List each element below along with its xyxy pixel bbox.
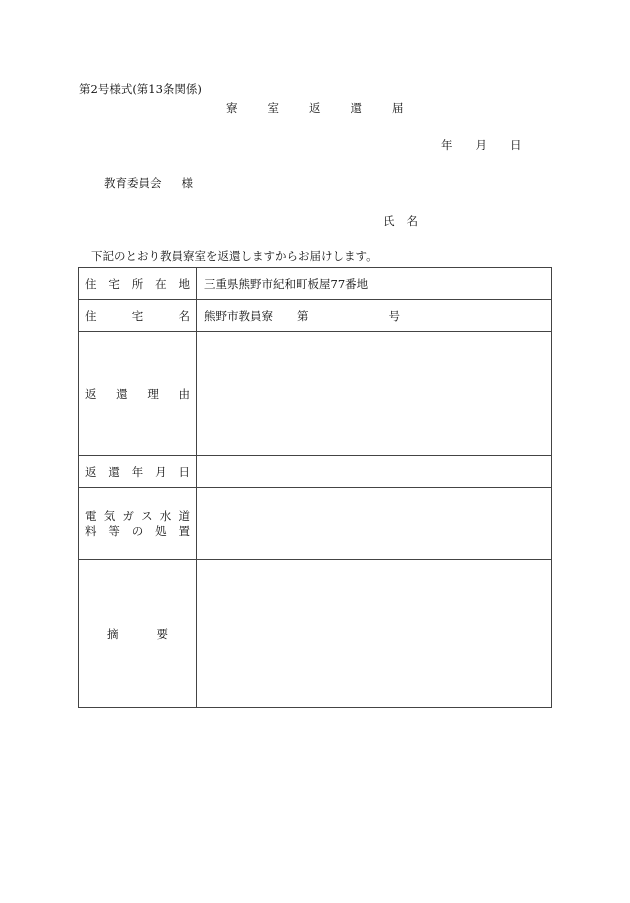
label-char: 水 <box>159 508 172 523</box>
address-value-cell[interactable] <box>197 268 552 300</box>
title-char: 返 <box>309 101 321 115</box>
dorm-go: 号 <box>388 308 400 323</box>
housing-value-cell[interactable] <box>197 300 552 332</box>
title-char: 寮 <box>226 101 238 115</box>
label-char: 返 <box>85 464 97 479</box>
label-char: 宅 <box>108 276 120 291</box>
label-char: 日 <box>178 464 190 479</box>
form-number: 第2号様式(第13条関係) <box>79 82 202 96</box>
label-char: ス <box>141 508 153 523</box>
label-char: 還 <box>116 386 128 401</box>
label-char: 名 <box>178 308 190 323</box>
label-char: 月 <box>155 464 167 479</box>
label-char: 氏 <box>383 214 395 228</box>
address-label-cell <box>79 268 197 300</box>
document-title <box>226 100 434 116</box>
addressee-name: 教育委員会 <box>104 176 162 190</box>
housing-value <box>197 308 551 324</box>
return-date-label-cell <box>79 456 197 488</box>
address-value: 三重県熊野市紀和町板屋77番地 <box>204 276 369 291</box>
label-char: 理 <box>147 386 159 401</box>
label-char: 由 <box>178 386 190 401</box>
housing-label-cell <box>79 300 197 332</box>
label-char: 等 <box>108 523 120 538</box>
label-char: 摘 <box>107 626 119 641</box>
year-label: 年 <box>441 138 453 152</box>
remarks-value-cell[interactable] <box>197 560 552 708</box>
utilities-value-cell[interactable] <box>197 488 552 560</box>
label-char: 宅 <box>131 308 144 323</box>
label-char: 住 <box>85 276 97 291</box>
remarks-row <box>79 560 552 708</box>
return-form-table <box>78 267 552 708</box>
dorm-dai: 第 <box>297 308 309 323</box>
remarks-label-cell <box>79 560 197 708</box>
label-char: ガ <box>122 508 134 523</box>
label-char: 地 <box>178 276 190 291</box>
dorm-name: 熊野市教員寮 <box>204 308 273 323</box>
title-char: 届 <box>392 101 404 115</box>
address-row <box>79 268 552 300</box>
addressee-honorific: 様 <box>181 176 193 190</box>
month-label: 月 <box>475 138 487 152</box>
label-char: 年 <box>131 464 144 479</box>
return-date-value-cell[interactable] <box>197 456 552 488</box>
addressee <box>104 175 193 191</box>
title-char: 還 <box>350 101 362 115</box>
reason-label-cell <box>79 332 197 456</box>
label-char: の <box>131 523 144 538</box>
label-char: 要 <box>156 626 168 641</box>
return-date-row <box>79 456 552 488</box>
label-char: 在 <box>155 276 167 291</box>
label-char: 処 <box>155 523 167 538</box>
day-label: 日 <box>510 138 522 152</box>
submission-date <box>441 137 545 153</box>
title-char: 室 <box>267 101 279 115</box>
utilities-label-cell <box>79 488 197 560</box>
label-char: 気 <box>103 508 116 523</box>
intro-text: 下記のとおり教員寮室を返還しますからお届けします。 <box>91 249 378 263</box>
label-char: 還 <box>108 464 120 479</box>
label-char: 住 <box>85 308 97 323</box>
reason-row <box>79 332 552 456</box>
reason-value-cell[interactable] <box>197 332 552 456</box>
label-char: 電 <box>85 508 97 523</box>
label-char: 料 <box>85 523 97 538</box>
applicant-name-label <box>383 213 430 229</box>
label-char: 返 <box>85 386 97 401</box>
utilities-row <box>79 488 552 560</box>
label-char: 道 <box>178 508 190 523</box>
label-char: 所 <box>131 276 144 291</box>
housing-row <box>79 300 552 332</box>
label-char: 名 <box>406 214 418 228</box>
label-char: 置 <box>178 523 190 538</box>
